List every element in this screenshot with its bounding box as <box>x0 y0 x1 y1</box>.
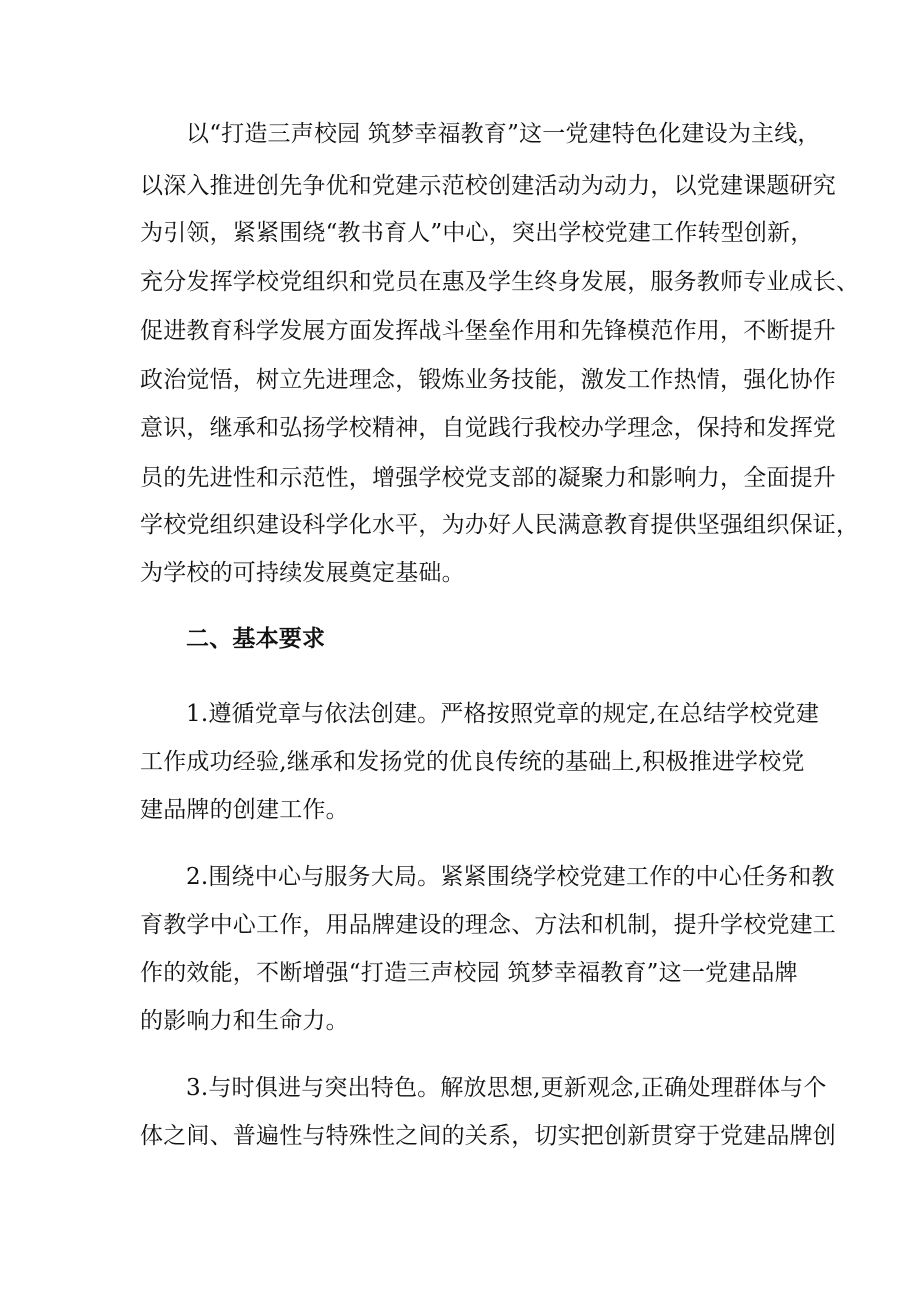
section-heading: 二、基本要求 <box>186 625 326 652</box>
text-line: 的影响力和生命力。 <box>140 1008 349 1034</box>
text-line: 育教学中心工作，用品牌建设的理念、方法和机制，提升学校党建工 <box>140 912 836 938</box>
text-line: 为引领，紧紧围绕“教书育人”中心，突出学校党建工作转型创新， <box>140 220 814 246</box>
text-line: 以“打造三声校园 筑梦幸福教育”这一党建特色化建设为主线， <box>186 121 821 147</box>
text-line: 2.围绕中心与服务大局。紧紧围绕学校党建工作的中心任务和教 <box>186 864 835 890</box>
text-line: 工作成功经验,继承和发扬党的优良传统的基础上,积极推进学校党 <box>140 749 805 775</box>
text-line: 体之间、普遍性与特殊性之间的关系，切实把创新贯穿于党建品牌创 <box>140 1123 836 1149</box>
text-line: 以深入推进创先争优和党建示范校创建活动为动力，以党建课题研究 <box>140 173 836 199</box>
text-line: 意识，继承和弘扬学校精神，自觉践行我校办学理念，保持和发挥党 <box>140 415 836 441</box>
text-line: 员的先进性和示范性，增强学校党支部的凝聚力和影响力，全面提升 <box>140 465 836 491</box>
text-line: 政治觉悟，树立先进理念，锻炼业务技能，激发工作热情，强化协作 <box>140 367 836 393</box>
text-line: 建品牌的创建工作。 <box>140 797 349 823</box>
text-line: 1.遵循党章与依法创建。严格按照党章的规定,在总结学校党建 <box>186 701 820 727</box>
text-line: 3.与时俱进与突出特色。解放思想,更新观念,正确处理群体与个 <box>186 1075 827 1101</box>
text-line: 充分发挥学校党组织和党员在惠及学生终身发展，服务教师专业成长、 <box>140 269 860 295</box>
text-line: 作的效能，不断增强“打造三声校园 筑梦幸福教育”这一党建品牌 <box>140 960 798 986</box>
text-line: 促进教育科学发展方面发挥战斗堡垒作用和先锋模范作用，不断提升 <box>140 318 836 344</box>
text-line: 为学校的可持续发展奠定基础。 <box>140 560 465 586</box>
text-line: 学校党组织建设科学化水平，为办好人民满意教育提供坚强组织保证， <box>140 512 860 538</box>
